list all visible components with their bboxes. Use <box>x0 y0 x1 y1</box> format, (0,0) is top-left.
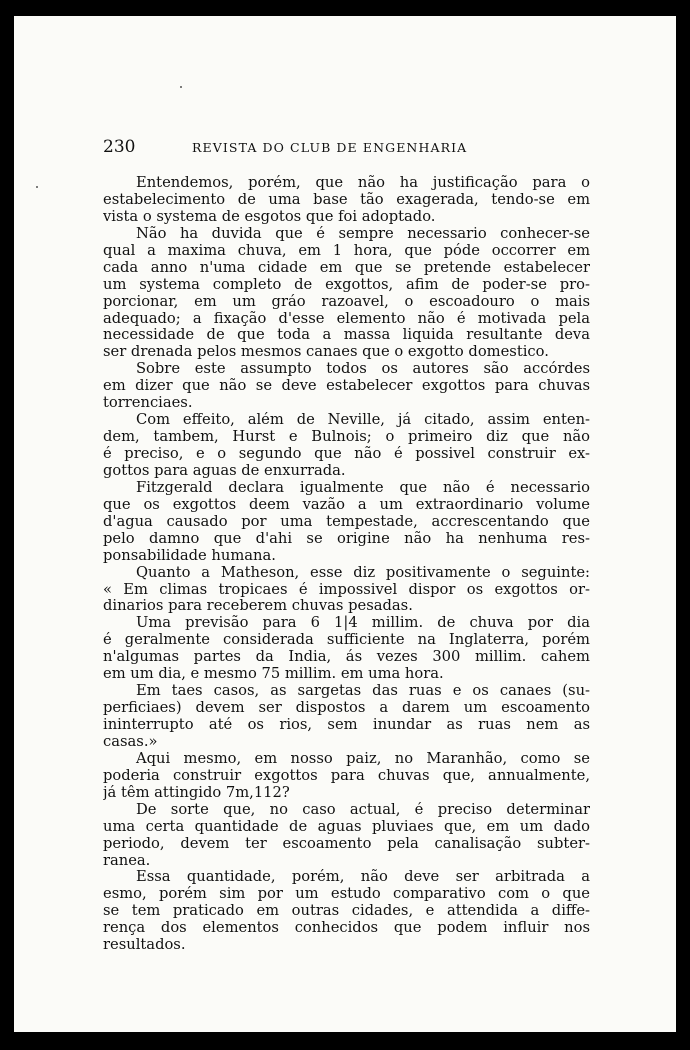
paragraph <box>103 615 590 683</box>
text-line: resultados. <box>103 937 186 954</box>
text-line: necessidade de que toda a massa liquida resultante deva <box>103 327 590 344</box>
text-line: d'agua causado por uma tempestade, accrescentando que <box>103 513 590 530</box>
paragraph <box>103 683 590 751</box>
text-line: dinarios para receberem chuvas pesadas. <box>103 598 413 615</box>
text-line: em dizer que não se deve estabelecer exgottos para chuvas <box>103 378 590 395</box>
text-line: ininterrupto até os rios, sem inundar as ruas nem as <box>103 717 590 733</box>
text-line: torrenciaes. <box>103 395 193 412</box>
text-line: Sobre este assumpto todos os autores são accórdes <box>136 361 590 378</box>
text-line: De sorte que, no caso actual, é preciso determinar <box>136 801 590 818</box>
text-line: Em taes casos, as sargetas das ruas e os canaes (su- <box>136 683 590 700</box>
text-line: Aqui mesmo, em nosso paiz, no Maranhão, como se <box>136 750 590 767</box>
text-line: periodo, devem ter escoamento pela canalisação subter- <box>103 835 590 852</box>
text-line: estabelecimento de uma base tão exagerada, tendo-se em <box>103 191 590 208</box>
text-line: adequado; a fixação d'esse elemento não é motivada pela <box>103 310 590 327</box>
text-line: ser drenada pelos mesmos canaes que o exgotto domestico. <box>103 344 549 361</box>
text-line: « Em climas tropicaes é impossivel dispor os exgottos or- <box>103 581 590 598</box>
text-line: já têm attingido 7m,112? <box>103 784 290 801</box>
text-line: ranea. <box>103 852 151 869</box>
text-line: n'algumas partes da India, ás vezes 300 millim. cahem <box>103 649 590 666</box>
body-text <box>103 175 590 954</box>
text-line: Essa quantidade, porém, não deve ser arbitrada a <box>136 869 590 886</box>
text-line: um systema completo de exgottos, afim de poder-se pro- <box>103 276 590 293</box>
paragraph <box>103 412 590 480</box>
text-line: ponsabilidade humana. <box>103 547 276 564</box>
text-line: pelo damno que d'ahi se origine não ha nenhuma res- <box>103 530 590 547</box>
text-line: é geralmente considerada sufficiente na Inglaterra, porém <box>103 632 590 649</box>
page-header <box>103 136 603 162</box>
paragraph <box>103 361 590 412</box>
text-line: uma certa quantidade de aguas pluviaes que, em um dado <box>103 818 590 835</box>
text-line: gottos para aguas de enxurrada. <box>103 462 346 479</box>
paragraph <box>103 802 590 870</box>
text-line: perficiaes) devem ser dispostos a darem um escoamento <box>103 700 590 717</box>
text-line: se tem praticado em outras cidades, e attendida a diffe- <box>103 903 590 920</box>
text-line: em um dia, e mesmo 75 millim. em uma hora. <box>103 666 444 683</box>
text-line: Entendemos, porém, que não ha justificação para o <box>136 175 590 191</box>
paper-speck <box>180 86 182 88</box>
text-line: esmo, porém sim por um estudo comparativo com o que <box>103 886 590 903</box>
paragraph <box>103 480 590 565</box>
paragraph <box>103 565 590 616</box>
text-line: é preciso, e o segundo que não é possivel construir ex- <box>103 446 590 462</box>
paragraph <box>103 751 590 802</box>
text-line: cada anno n'uma cidade em que se pretende estabelecer <box>103 259 590 276</box>
document-page <box>14 16 676 1032</box>
text-line: rença dos elementos conhecidos que podem influir nos <box>103 920 590 937</box>
text-line: qual a maxima chuva, em 1 hora, que póde occorrer em <box>103 242 590 259</box>
paragraph <box>103 869 590 954</box>
text-line: Com effeito, além de Neville, já citado, assim enten- <box>136 412 590 429</box>
text-line: que os exgottos deem vazão a um extraordinario volume <box>103 496 590 513</box>
paper-speck <box>36 186 38 188</box>
paragraph <box>103 226 590 362</box>
text-line: Não ha duvida que é sempre necessario conhecer-se <box>136 225 590 242</box>
page-number: 230 <box>103 137 136 157</box>
running-title: REVISTA DO CLUB DE ENGENHARIA <box>192 140 468 155</box>
paragraph <box>103 175 590 226</box>
text-line: casas.» <box>103 733 158 750</box>
text-line: dem, tambem, Hurst e Bulnois; o primeiro diz que não <box>103 429 590 446</box>
text-line: Quanto a Matheson, esse diz positivamente o seguinte: <box>136 564 590 581</box>
text-line: porcionar, em um gráo razoavel, o escoadouro o mais <box>103 293 590 310</box>
text-line: poderia construir exgottos para chuvas que, annualmente, <box>103 767 590 784</box>
text-line: Fitzgerald declara igualmente que não é necessario <box>136 479 590 496</box>
text-line: vista o systema de esgotos que foi adoptado. <box>103 208 436 225</box>
text-line: Uma previsão para 6 1|4 millim. de chuva por dia <box>136 615 590 632</box>
